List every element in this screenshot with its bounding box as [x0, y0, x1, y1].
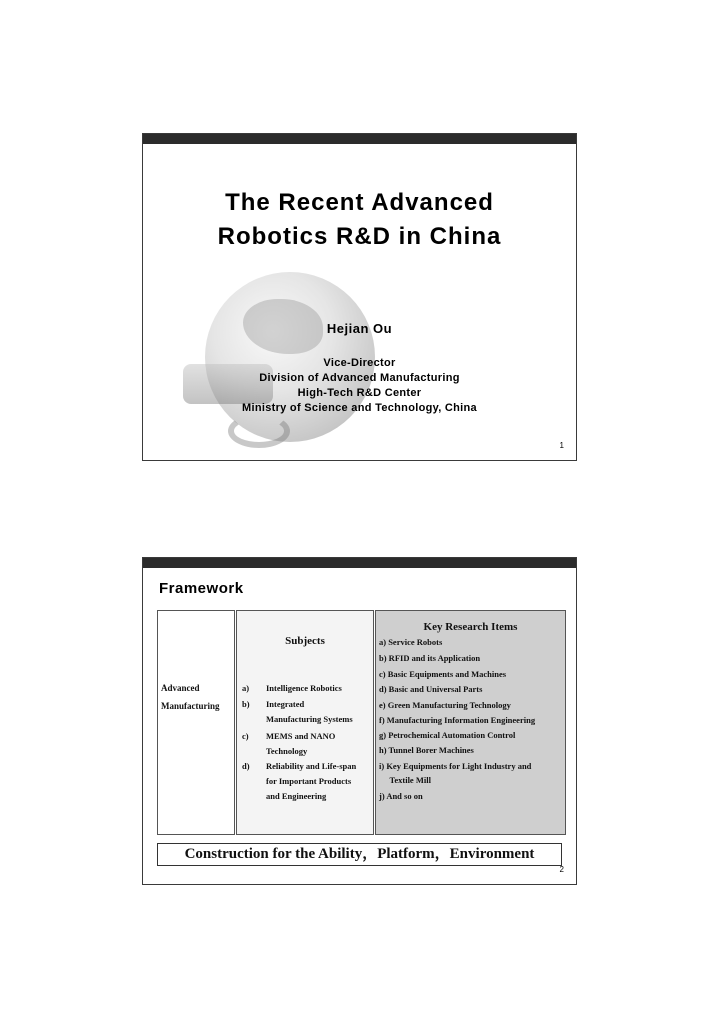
subject-text [266, 681, 372, 696]
slide-1 [142, 133, 577, 461]
key-research-item: i) Key Equipments for Light Industry and [379, 761, 532, 771]
page-number: 2 [559, 865, 564, 874]
subject-line: Manufacturing Systems [266, 714, 353, 724]
key-research-item: j) And so on [379, 791, 423, 801]
subject-text [266, 759, 372, 804]
key-research-item: c) Basic Equipments and Machines [379, 669, 507, 679]
slide-title [143, 186, 576, 254]
subject-line: Technology [266, 746, 308, 756]
slide-2 [142, 557, 577, 885]
category-box [157, 610, 235, 835]
key-research-item: h) Tunnel Borer Machines [379, 745, 474, 755]
affiliation-line: High-Tech R&D Center [297, 387, 422, 399]
affiliation-line: Division of Advanced Manufacturing [259, 372, 460, 384]
subject-line: and Engineering [266, 791, 327, 801]
key-research-item: g) Petrochemical Automation Control [379, 730, 516, 740]
subject-line: Reliability and Life-span [266, 761, 357, 771]
subject-label: a) [242, 683, 250, 693]
subject-item [242, 697, 372, 727]
slide-header-bar [143, 558, 576, 568]
key-research-box [375, 610, 566, 835]
slide-header-bar [143, 134, 576, 144]
subjects-heading: Subjects [285, 635, 325, 647]
subject-item [242, 729, 372, 759]
title-line-2: Robotics R&D in China [217, 223, 502, 250]
key-research-item: e) Green Manufacturing Technology [379, 700, 511, 710]
subject-label: b) [242, 699, 250, 709]
subject-line: for Important Products [266, 776, 352, 786]
subject-line: MEMS and NANO [266, 731, 336, 741]
author-name: Hejian Ou [326, 321, 393, 336]
subjects-box [236, 610, 374, 835]
key-research-item: f) Manufacturing Information Engineering [379, 715, 536, 725]
subject-item [242, 759, 372, 804]
subject-label: d) [242, 761, 250, 771]
key-research-heading: Key Research Items [423, 621, 518, 633]
category-label [161, 679, 220, 715]
key-research-item: b) RFID and its Application [379, 653, 481, 663]
bottom-banner: Construction for the Ability，Platform，Environment [157, 843, 562, 866]
subject-line: Intelligence Robotics [266, 683, 342, 693]
key-research-item: Textile Mill [379, 775, 431, 785]
subject-text [266, 697, 372, 727]
slide-title: Framework [159, 580, 244, 597]
key-research-item: d) Basic and Universal Parts [379, 684, 483, 694]
subject-line: Integrated [266, 699, 305, 709]
page-number: 1 [559, 441, 564, 450]
headset-illustration [228, 414, 290, 448]
affiliation-line: Ministry of Science and Technology, China [242, 402, 477, 414]
subject-item [242, 681, 372, 696]
subject-label: c) [242, 731, 249, 741]
affiliation-line: Vice-Director [323, 357, 396, 369]
category-label-line: Advanced [161, 683, 200, 693]
title-line-1: The Recent Advanced [225, 189, 494, 216]
key-research-item: a) Service Robots [379, 637, 443, 647]
affiliation-block [143, 356, 576, 416]
category-label-line: Manufacturing [161, 701, 220, 711]
subject-text [266, 729, 372, 759]
